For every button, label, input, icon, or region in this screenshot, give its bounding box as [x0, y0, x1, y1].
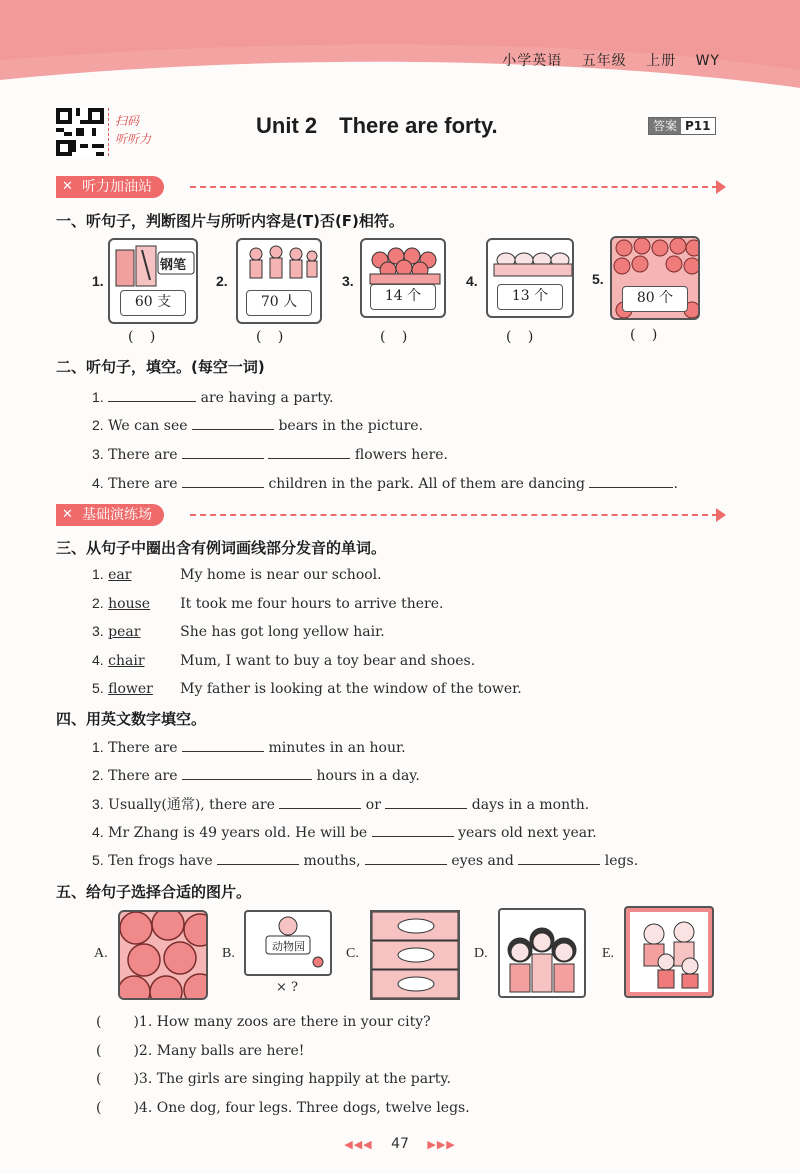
answer-reference: 答案 P11	[648, 117, 716, 135]
scan-listen-label: 扫码 听听力	[108, 108, 158, 156]
q2-line-4: 4. There are children in the park. All of them are dancing .	[92, 475, 678, 492]
option-c-dogs[interactable]	[370, 910, 460, 1000]
q1-picture-eggs	[486, 238, 574, 318]
section-basic-practice: ✕ 基础演练场	[56, 504, 726, 526]
q3-sentence[interactable]: My father is looking at the window of the tower.	[180, 681, 522, 697]
answer-slot[interactable]: (	[96, 1100, 102, 1116]
q1-caption: 14 个	[370, 284, 436, 310]
q4-line-5: 5. Ten frogs have mouths, eyes and legs.	[92, 852, 639, 869]
q5-title: 五、给句子选择合适的图片。	[56, 883, 252, 901]
answer-blank[interactable]	[217, 851, 299, 865]
q2-line-1: 1. are having a party.	[92, 389, 334, 406]
answer-blank[interactable]	[518, 851, 600, 865]
book-info	[488, 50, 720, 70]
q4-line-4: 4. Mr Zhang is 49 years old. He will be years old next year.	[92, 824, 597, 841]
option-label-e: E.	[602, 946, 615, 961]
girls-singing-icon	[500, 910, 584, 996]
answer-slot[interactable]: (	[96, 1014, 102, 1030]
answer-blank[interactable]	[182, 766, 312, 780]
prev-arrows-icon: ◀◀◀	[344, 1138, 373, 1151]
q3-item-2: 2. house It took me four hours to arrive there.	[92, 595, 444, 612]
page-number: ◀◀◀ 47 ▶▶▶	[344, 1136, 456, 1152]
q3-sentence[interactable]: It took me four hours to arrive there.	[180, 596, 444, 612]
answer-slot[interactable]: (	[96, 1043, 102, 1059]
example-word: ear	[108, 567, 132, 583]
subject-label: 小学英语	[502, 53, 563, 69]
answer-blank[interactable]	[589, 474, 673, 488]
zoo-caption: × ?	[276, 980, 298, 995]
q1-picture-apple-pile	[610, 236, 700, 320]
answer-blank[interactable]	[182, 445, 264, 459]
answer-blank[interactable]	[182, 474, 264, 488]
q1-caption: 70 人	[246, 290, 312, 316]
q5-sentence-4: ( )4. One dog, four legs. Three dogs, twelve legs.	[96, 1100, 470, 1116]
q1-caption: 80 个	[622, 286, 688, 312]
example-word: flower	[108, 681, 153, 697]
q2-line-2: 2. We can see bears in the picture.	[92, 417, 424, 434]
volleyballs-icon	[120, 912, 208, 1000]
q1-title: 一、听句子，判断图片与所听内容是(T)否(F)相符。	[56, 212, 404, 230]
option-a-balls[interactable]	[118, 910, 208, 1000]
zoo-sign-text: 动物园	[272, 940, 305, 953]
q3-item-1: 1. ear My home is near our school.	[92, 566, 382, 583]
section-listening: ✕ 听力加油站	[56, 176, 726, 198]
option-label-d: D.	[474, 946, 488, 961]
q3-item-5: 5. flower My father is looking at the window of the tower.	[92, 680, 522, 697]
q1-picture-pencils	[108, 238, 198, 324]
q1-item-number: 1.	[92, 273, 104, 289]
arrow-icon	[716, 508, 726, 522]
q5-sentence-2: ( )2. Many balls are here!	[96, 1043, 305, 1059]
pencil-label: 钢笔	[160, 258, 187, 273]
q3-sentence[interactable]: She has got long yellow hair.	[180, 624, 385, 640]
q3-sentence[interactable]: My home is near our school.	[180, 567, 382, 583]
edition-label: WY	[695, 53, 720, 69]
q1-answer-slot[interactable]: ( )	[380, 329, 414, 345]
volume-label: 上册	[646, 53, 677, 69]
q4-title: 四、用英文数字填空。	[56, 710, 207, 728]
q1-item-number: 2.	[216, 273, 228, 289]
answer-blank[interactable]	[279, 795, 361, 809]
option-b-zoo[interactable]	[244, 910, 332, 976]
q4-line-2: 2. There are hours in a day.	[92, 767, 420, 784]
option-e-family[interactable]	[624, 906, 714, 998]
example-word: pear	[108, 624, 141, 640]
option-d-girls[interactable]	[498, 908, 586, 998]
q2-title: 二、听句子，填空。(每空一词)	[56, 358, 265, 376]
grade-label: 五年级	[581, 53, 627, 69]
answer-blank[interactable]	[268, 445, 350, 459]
q1-answer-slot[interactable]: ( )	[630, 327, 664, 343]
q5-sentence-3: ( )3. The girls are singing happily at the party.	[96, 1071, 451, 1087]
answer-blank[interactable]	[385, 795, 467, 809]
q1-answer-slot[interactable]: ( )	[256, 329, 290, 345]
option-label-c: C.	[346, 946, 359, 961]
option-label-a: A.	[94, 946, 108, 961]
option-label-b: B.	[222, 946, 235, 961]
answer-blank[interactable]	[192, 416, 274, 430]
q3-title: 三、从句子中圈出含有例词画线部分发音的单词。	[56, 539, 387, 557]
q3-item-4: 4. chair Mum, I want to buy a toy bear and shoes.	[92, 652, 476, 669]
dogs-icon	[372, 912, 458, 998]
next-arrows-icon: ▶▶▶	[427, 1138, 456, 1151]
q2-line-3: 3. There are flowers here.	[92, 446, 448, 463]
q5-sentence-1: ( )1. How many zoos are there in your city?	[96, 1014, 431, 1030]
example-word: chair	[108, 653, 145, 669]
answer-slot[interactable]: (	[96, 1071, 102, 1087]
page-title: Unit 2 There are forty.	[256, 113, 498, 138]
q4-line-1: 1. There are minutes in an hour.	[92, 739, 406, 756]
q1-picture-children	[236, 238, 322, 324]
arrow-icon	[716, 180, 726, 194]
family-icon	[630, 912, 708, 992]
answer-blank[interactable]	[182, 738, 264, 752]
answer-blank[interactable]	[108, 388, 196, 402]
q1-item-number: 5.	[592, 271, 604, 287]
answer-blank[interactable]	[372, 823, 454, 837]
q4-line-3: 3. Usually(通常), there are or days in a month.	[92, 796, 590, 813]
q1-item-number: 4.	[466, 273, 478, 289]
header-wave	[0, 0, 800, 92]
q1-caption: 13 个	[497, 284, 563, 310]
q1-caption: 60 支	[120, 290, 186, 316]
q1-answer-slot[interactable]: ( )	[128, 329, 162, 345]
qr-code-icon[interactable]	[56, 108, 104, 156]
q1-picture-apples	[360, 238, 446, 318]
q3-item-3: 3. pear She has got long yellow hair.	[92, 623, 385, 640]
q1-answer-slot[interactable]: ( )	[506, 329, 540, 345]
header-band	[0, 0, 800, 92]
q1-item-number: 3.	[342, 273, 354, 289]
q3-sentence[interactable]: Mum, I want to buy a toy bear and shoes.	[180, 653, 476, 669]
example-word: house	[108, 596, 151, 612]
answer-blank[interactable]	[365, 851, 447, 865]
